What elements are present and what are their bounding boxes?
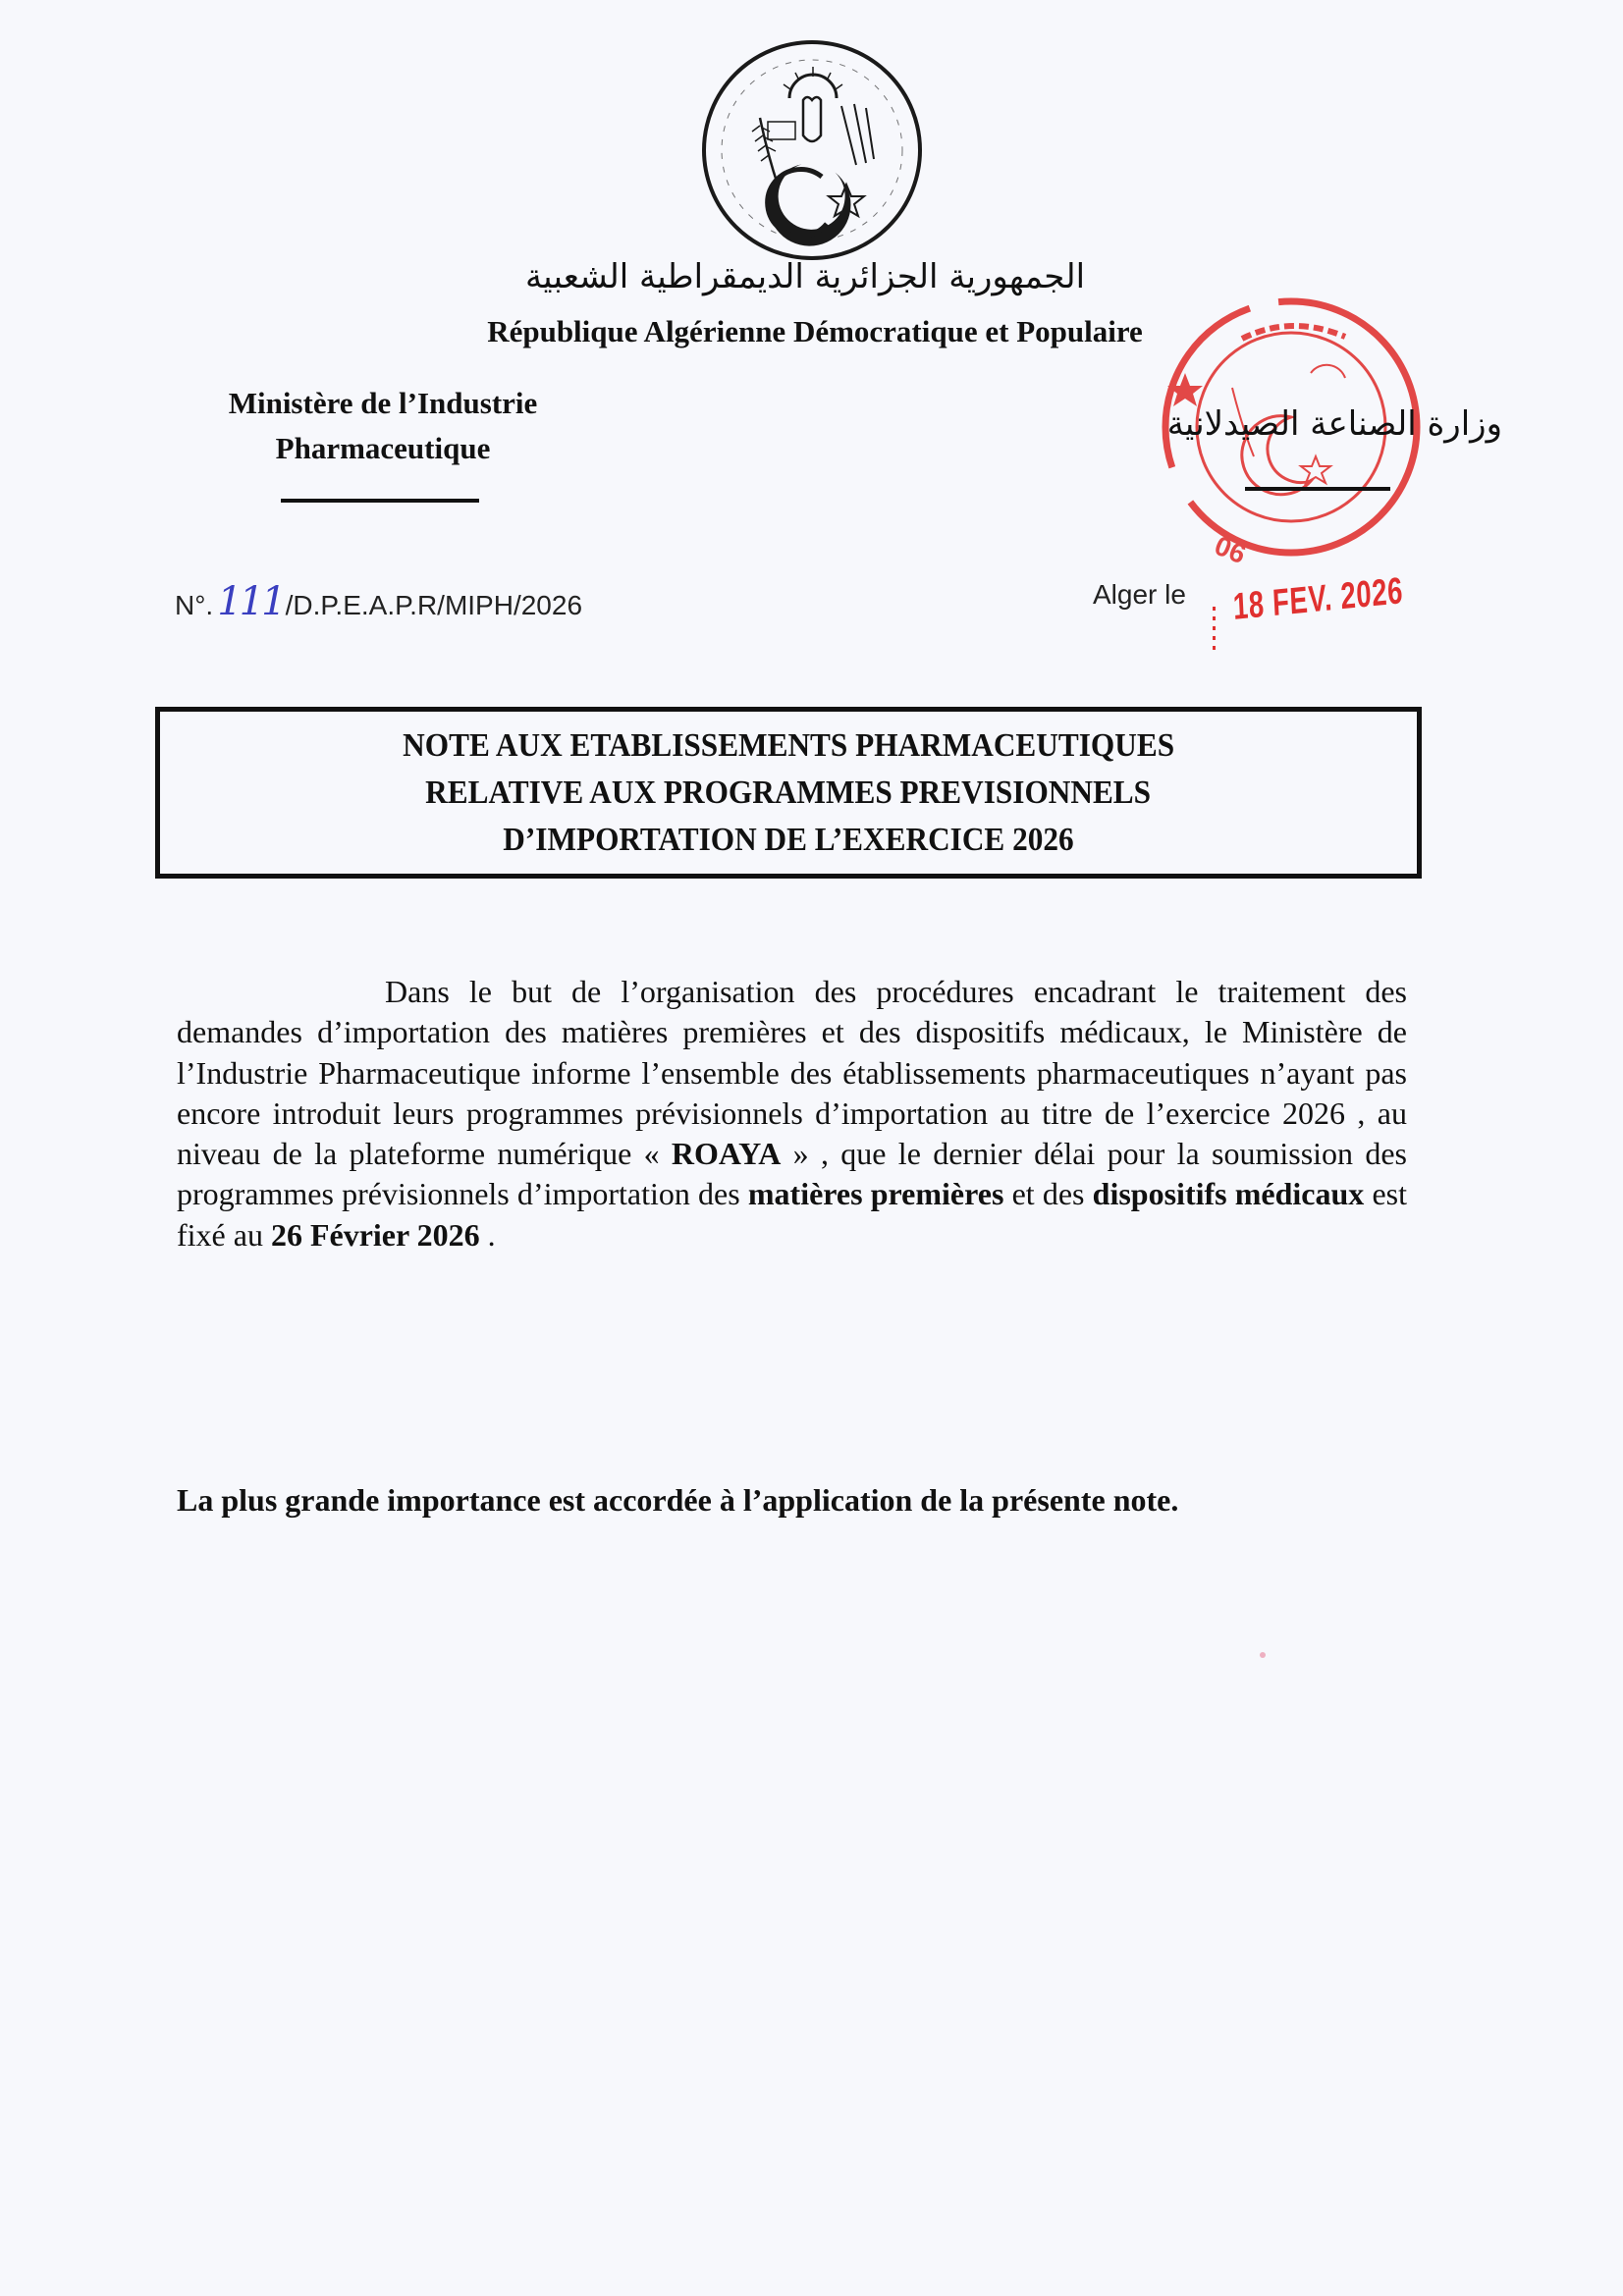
platform-name: ROAYA: [671, 1136, 782, 1172]
body-text: .: [479, 1216, 496, 1253]
ministry-name-arabic: وزارة الصناعة الصيدلانية: [1166, 404, 1502, 444]
arabic-ministry-underline-divider: [1245, 487, 1390, 491]
note-title-box: [155, 707, 1422, 879]
body-text: est fixé au: [177, 1176, 1408, 1253]
reference-prefix: N°.: [175, 590, 214, 620]
body-text: et des: [1003, 1176, 1093, 1212]
bold-medical-devices: dispositifs médicaux: [1092, 1176, 1365, 1212]
closing-statement: La plus grande importance est accordée à l’application de la présente note.: [177, 1482, 1179, 1518]
bold-raw-materials: matières premières: [747, 1176, 1004, 1212]
ink-speck: [1260, 1652, 1266, 1658]
body-paragraph: [177, 972, 1407, 1255]
emblem-icon: [699, 37, 925, 263]
handwritten-reference-number: 111: [217, 579, 284, 624]
date-stamp: 18 FEV. 2026: [1232, 570, 1405, 628]
deadline-date: 26 Février 2026: [270, 1216, 480, 1253]
title-line-2: RELATIVE AUX PROGRAMMES PREVISIONNELS: [425, 774, 1152, 811]
reference-number: [175, 579, 582, 624]
ministry-line-2: Pharmaceutique: [275, 431, 491, 465]
note-body: [177, 972, 1407, 1255]
republic-name-arabic: الجمهورية الجزائرية الديمقراطية الشعبية: [524, 257, 1086, 296]
body-text: Dans le but de l’organisation des procédures encadrant le traitement des demandes d’importation des matières premières et des dispositifs médicaux, le Ministère de l’Industrie Pharmaceutique informe l’ensemble des établissements pharmaceutiques n’ayant pas encore introduit leurs programmes prévisionnels d’importation au titre de l’exercice 2026 , au niveau de la plateforme numérique «: [177, 974, 1407, 1172]
reference-suffix: /D.P.E.A.P.R/MIPH/2026: [285, 590, 583, 620]
place-label: Alger le: [1093, 579, 1186, 610]
title-line-3: D’IMPORTATION DE L’EXERCICE 2026: [503, 821, 1074, 858]
stamp-ink-mark: [1213, 607, 1216, 654]
state-emblem: [699, 37, 925, 263]
title-line-1: NOTE AUX ETABLISSEMENTS PHARMACEUTIQUES: [403, 726, 1174, 764]
body-text: » , que le dernier délai pour la soumission des programmes prévisionnels d’importation des: [177, 1136, 1408, 1212]
republic-name-french: République Algérienne Démocratique et Populaire: [487, 314, 1143, 348]
stamp-code: 06: [1210, 529, 1251, 570]
ministry-line-1: Ministère de l’Industrie: [228, 386, 538, 420]
ministry-underline-divider: [281, 499, 479, 503]
ministry-name-french: [167, 381, 599, 471]
